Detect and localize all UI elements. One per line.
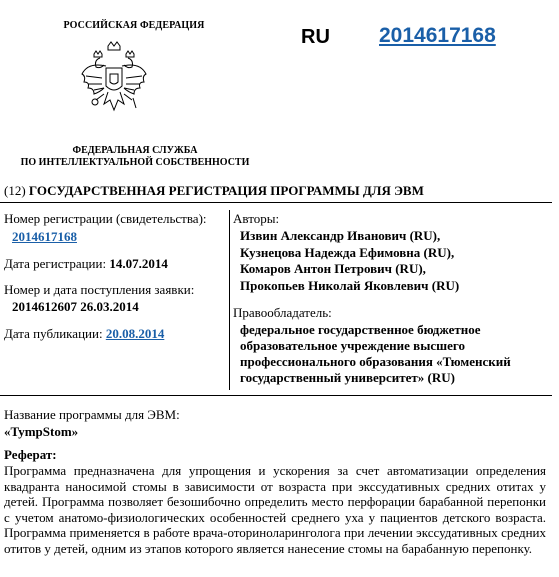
holder-line: государственный университет» (RU) bbox=[240, 370, 455, 385]
program-name-label: Название программы для ЭВМ: bbox=[4, 407, 180, 422]
reg-date-label: Дата регистрации: bbox=[4, 256, 107, 271]
title-text: ГОСУДАРСТВЕННАЯ РЕГИСТРАЦИЯ ПРОГРАММЫ ДЛЯ ЭВМ bbox=[28, 183, 424, 198]
agency-line-2: ПО ИНТЕЛЛЕКТУАЛЬНОЙ СОБСТВЕННОСТИ bbox=[20, 157, 250, 168]
reg-date-value: 14.07.2014 bbox=[109, 256, 168, 271]
country-name: РОССИЙСКАЯ ФЕДЕРАЦИЯ bbox=[63, 20, 205, 31]
reg-date-row bbox=[4, 256, 168, 272]
holder-line: федеральное государственное бюджетное bbox=[240, 322, 481, 337]
abstract-label: Реферат: bbox=[4, 447, 57, 462]
program-name: «TympStom» bbox=[4, 424, 79, 439]
top-divider bbox=[0, 202, 552, 203]
reg-number-label: Номер регистрации (свидетельства): bbox=[4, 211, 207, 226]
holder-line: образовательное учреждение высшего bbox=[240, 338, 465, 353]
author-item: Комаров Антон Петрович (RU), bbox=[240, 261, 426, 276]
abstract-text: Программа предназначена для упрощения и ускорения за счет автоматизации определения квадранта наносимой стомы в зависимости от возраста при экссудативных средних отитах у детей. Программа позволяет безошибочно определить место перфорации барабанной перепонки с учетом анатомо-физиологических особенностей среднего уха у пациентов детского возраста. Программа применяется в работе врача-оториноларинголога при лечении экссудативных средних отитов у детей, одним из этапов которого является нанесение стомы на барабанную перепонку. bbox=[4, 463, 546, 556]
country-code: RU bbox=[301, 26, 330, 48]
document-title bbox=[4, 183, 424, 199]
agency-name bbox=[0, 145, 270, 169]
bottom-divider bbox=[0, 395, 552, 396]
holder-label: Правообладатель: bbox=[233, 305, 332, 320]
holder-text bbox=[240, 322, 511, 386]
application-label: Номер и дата поступления заявки: bbox=[4, 282, 195, 297]
author-item: Прокопьев Николай Яковлевич (RU) bbox=[240, 277, 460, 293]
holder-line: профессионального образования «Тюменский bbox=[240, 354, 511, 369]
double-headed-eagle-icon bbox=[78, 40, 150, 126]
application-value: 2014612607 26.03.2014 bbox=[12, 299, 139, 314]
column-divider bbox=[229, 210, 230, 390]
title-code: (12) bbox=[4, 183, 26, 198]
authors-list bbox=[240, 228, 459, 294]
pub-date-link[interactable]: 20.08.2014 bbox=[105, 326, 165, 341]
authors-label: Авторы: bbox=[233, 211, 280, 226]
pub-date-row bbox=[4, 326, 164, 342]
pub-date-label: Дата публикации: bbox=[4, 326, 103, 341]
document-number-link[interactable]: 2014617168 bbox=[379, 24, 496, 47]
agency-line-1: ФЕДЕРАЛЬНАЯ СЛУЖБА bbox=[72, 145, 198, 156]
reg-number-link[interactable]: 2014617168 bbox=[12, 229, 77, 244]
author-item: Кузнецова Надежда Ефимовна (RU), bbox=[240, 244, 455, 260]
author-item: Извин Александр Иванович (RU), bbox=[240, 228, 441, 243]
